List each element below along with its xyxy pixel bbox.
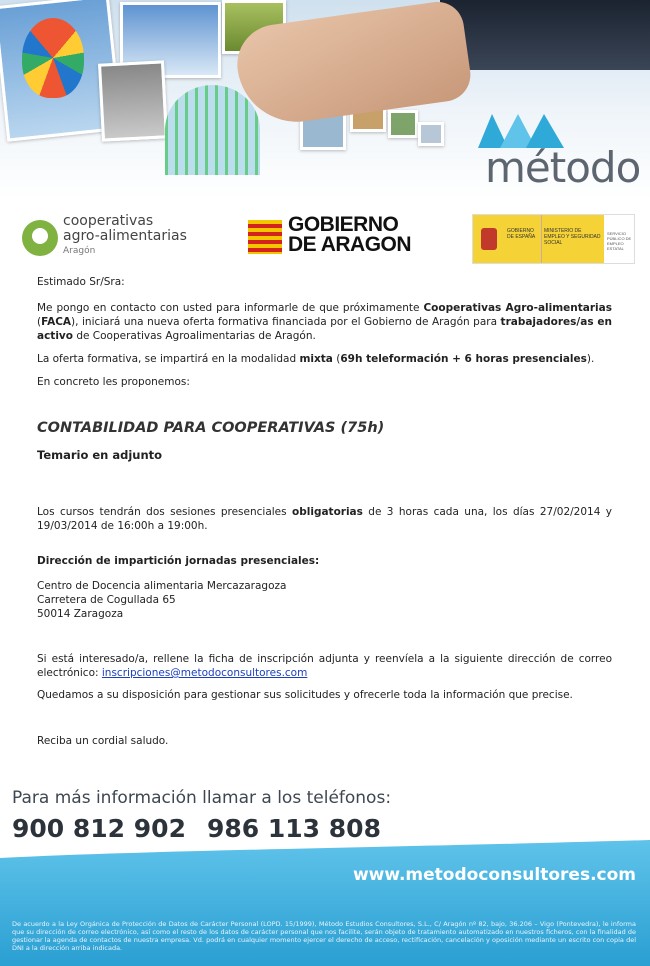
text-bold: Cooperativas Agro-alimentarias	[423, 302, 612, 314]
text-bold: FACA	[41, 316, 72, 328]
text-run: ), iniciará una nueva oferta formativa financiada por el Gobierno de Aragón para	[71, 316, 501, 328]
text-run: (	[332, 353, 341, 365]
text-bold: 69h teleformación + 6 horas presenciales	[340, 353, 587, 365]
greenhouse-image	[165, 85, 260, 175]
text-run: de Cooperativas Agroalimentarias de Aragón.	[73, 330, 316, 342]
email-body	[37, 275, 612, 389]
syllabus-note: Temario en adjunto	[37, 448, 163, 462]
text-run: de 3 horas cada una, los días 27/02/2014 y 19/03/2014 de 16:00h a 19:00h.	[37, 506, 612, 532]
email-link[interactable]: inscripciones@metodoconsultores.com	[101, 667, 308, 679]
phone-number-1[interactable]: 900 812 902	[12, 814, 186, 843]
phone-info-label: Para más información llamar a los teléfonos:	[12, 788, 392, 808]
aragon-flag-icon	[248, 220, 282, 254]
ministerio-empleo-logo	[472, 214, 635, 264]
metodo-logo-text: método	[485, 143, 641, 192]
address-heading: Dirección de impartición jornadas presenciales:	[37, 555, 320, 567]
coop-line2: agro-alimentarias	[63, 228, 187, 244]
address-line: Carretera de Cogullada 65	[37, 594, 176, 606]
paragraph-intro	[37, 301, 612, 343]
hero-banner	[0, 0, 650, 200]
text-run: Los cursos tendrán dos sesiones presenciales	[37, 506, 293, 518]
photo-tile-small-4	[418, 122, 444, 146]
aragon-line1: GOBIERNO	[288, 213, 399, 236]
text-run: (	[37, 316, 42, 328]
text-run: Me pongo en contacto con usted para informarle de que próximamente	[37, 302, 424, 314]
closing: Reciba un cordial saludo.	[37, 735, 169, 747]
coop-sub: Aragón	[63, 246, 96, 256]
paragraph-sessions	[37, 505, 612, 533]
address-line: 50014 Zaragoza	[37, 608, 124, 620]
paragraph-modality	[37, 352, 612, 366]
partner-logos	[0, 206, 650, 266]
text-bold: trabajadores/as en activo	[37, 316, 612, 342]
course-title: CONTABILIDAD PARA COOPERATIVAS (75h)	[37, 420, 385, 436]
photo-tile-street	[98, 60, 168, 141]
greeting: Estimado Sr/Sra:	[37, 276, 125, 288]
address-line: Centro de Docencia alimentaria Mercazaragoza	[37, 580, 287, 592]
cooperativas-logo-text	[63, 214, 187, 259]
legal-notice: De acuerdo a la Ley Orgánica de Protección de Datos de Carácter Personal (LOPD. 15/1999), Método Estudios Consultores, S.L., C/ Aragón nº 82, bajo, 36.206 – Vigo (Pontevedra), le informa que su dirección de correo electrónico, así como el resto de los datos de carácter personal que nos facilite, serán objeto de tratamiento automatizado en nuestros ficheros, con la finalidad de gestionar la agenda de contactos de nuestra empresa. Vd. podrá en cualquier momento ejercer el derecho de acceso, rectificación, cancelación y oposición mediante un escrito con copia del DNI a la dirección arriba indicada.	[12, 920, 636, 952]
ministry-service-text: SERVICIO PÚBLICO DE EMPLEO ESTATAL	[604, 215, 634, 263]
hot-air-balloon-image	[22, 18, 84, 98]
text-run: ).	[586, 353, 595, 365]
suit-sleeve-image	[440, 0, 650, 70]
paragraph-availability: Quedamos a su disposición para gestionar sus solicitudes y ofrecerle toda la información que precise.	[37, 689, 573, 701]
ministry-min-text: MINISTERIO DE EMPLEO Y SEGURIDAD SOCIAL	[541, 215, 604, 263]
text-bold: mixta	[299, 353, 333, 365]
cooperativas-logo-icon	[22, 220, 58, 256]
ministry-gob-text: GOBIERNO DE ESPAÑA	[505, 215, 541, 263]
text-bold: obligatorias	[292, 506, 363, 518]
aragon-line2: DE ARAGON	[288, 233, 412, 256]
text-run: Si está interesado/a, rellene la ficha de inscripción adjunta y reenvíela a la siguiente dirección de correo electrónico:	[37, 653, 612, 679]
text-run: La oferta formativa, se impartirá en la modalidad	[37, 353, 300, 365]
coop-line1: cooperativas	[63, 213, 154, 229]
paragraph-signup	[37, 652, 612, 680]
phone-number-2[interactable]: 986 113 808	[207, 814, 381, 843]
spain-crest-icon	[473, 215, 505, 263]
paragraph-proposal: En concreto les proponemos:	[37, 376, 190, 388]
gobierno-aragon-logo-text	[288, 215, 411, 255]
address-block	[37, 579, 286, 621]
website-link[interactable]: www.metodoconsultores.com	[352, 865, 636, 885]
photo-tile-small-3	[388, 110, 418, 138]
